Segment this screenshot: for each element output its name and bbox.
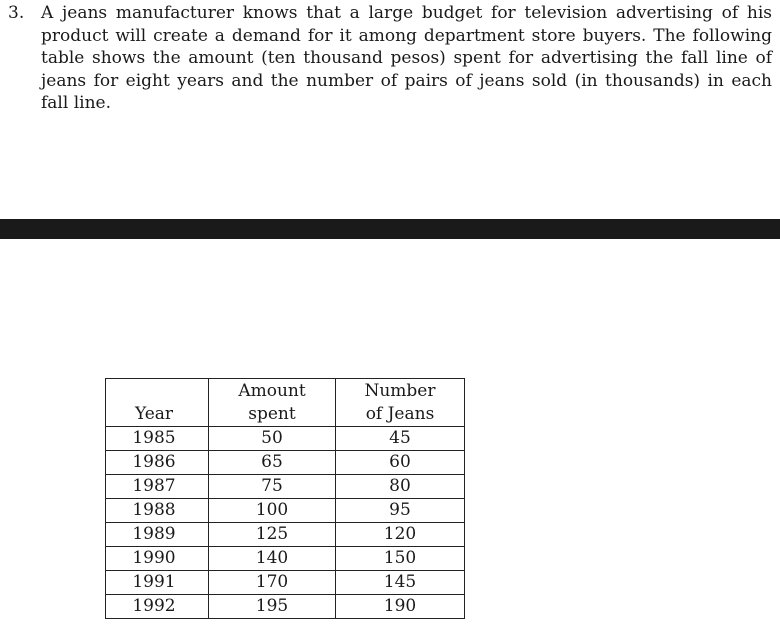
dark-divider-band [0, 219, 780, 239]
table-row [106, 499, 465, 523]
cell-amount-spent: 170 [209, 571, 336, 595]
cell-amount-spent: 125 [209, 523, 336, 547]
cell-amount-spent: 195 [209, 595, 336, 619]
cell-year: 1985 [106, 427, 209, 451]
cell-number-of-jeans: 45 [336, 427, 465, 451]
cell-number-of-jeans: 120 [336, 523, 465, 547]
cell-year: 1987 [106, 475, 209, 499]
header-number-of-jeans: Number of Jeans [336, 379, 465, 427]
table-row [106, 475, 465, 499]
cell-amount-spent: 50 [209, 427, 336, 451]
data-table [105, 378, 465, 619]
problem-statement [8, 2, 772, 115]
problem-text: A jeans manufacturer knows that a large budget for television advertising of his product will create a demand for it among department store buyers. The following table shows the amount (ten thousand pesos) spent for advertising the fall line of jeans for eight years and the number of pairs of jeans sold (in thousands) in each fall line. [41, 3, 772, 113]
header-year: Year [106, 379, 209, 427]
table-row [106, 571, 465, 595]
cell-number-of-jeans: 95 [336, 499, 465, 523]
cell-number-of-jeans: 80 [336, 475, 465, 499]
cell-number-of-jeans: 145 [336, 571, 465, 595]
cell-year: 1988 [106, 499, 209, 523]
table-row [106, 427, 465, 451]
cell-number-of-jeans: 150 [336, 547, 465, 571]
problem-number: 3. [8, 3, 25, 23]
cell-number-of-jeans: 190 [336, 595, 465, 619]
table-row [106, 595, 465, 619]
header-amount-spent: Amount spent [209, 379, 336, 427]
cell-year: 1990 [106, 547, 209, 571]
table-header-row [106, 379, 465, 427]
table-row [106, 547, 465, 571]
cell-amount-spent: 65 [209, 451, 336, 475]
cell-amount-spent: 75 [209, 475, 336, 499]
cell-amount-spent: 140 [209, 547, 336, 571]
table-row [106, 451, 465, 475]
cell-number-of-jeans: 60 [336, 451, 465, 475]
cell-year: 1989 [106, 523, 209, 547]
table-row [106, 523, 465, 547]
cell-amount-spent: 100 [209, 499, 336, 523]
cell-year: 1986 [106, 451, 209, 475]
cell-year: 1992 [106, 595, 209, 619]
cell-year: 1991 [106, 571, 209, 595]
